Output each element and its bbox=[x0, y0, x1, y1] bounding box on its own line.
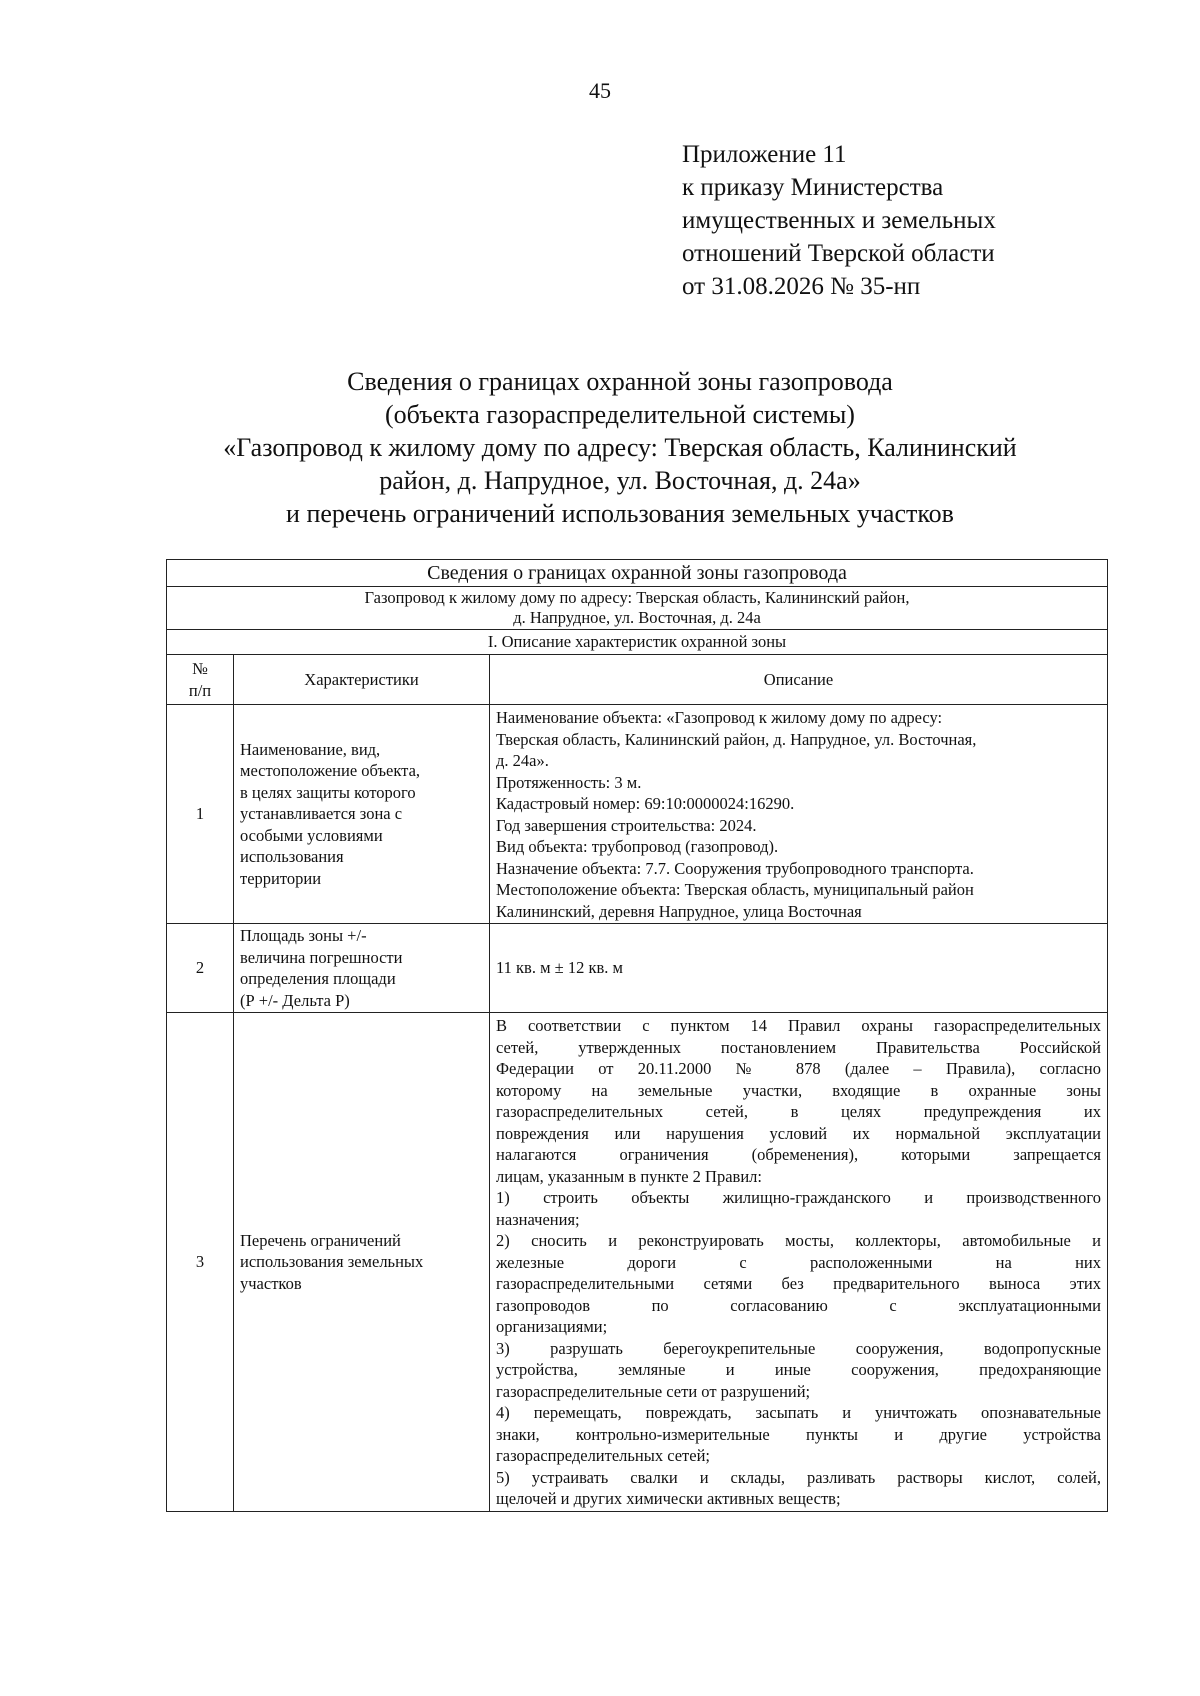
desc-line: устройства, земляные и иные сооружения, предохраняющие bbox=[496, 1360, 1102, 1379]
desc-line: Кадастровый номер: 69:10:0000024:16290. bbox=[496, 794, 795, 813]
desc-line: 5) устраивать свалки и склады, разливать растворы кислот, солей, bbox=[496, 1467, 1102, 1487]
desc-line: газораспределительные сети от разрушений; bbox=[496, 1381, 811, 1401]
char-line: Перечень ограничений bbox=[240, 1230, 401, 1250]
appendix-line: имущественных и земельных bbox=[682, 207, 996, 234]
desc-line: Тверская область, Калининский район, д. Напрудное, ул. Восточная, bbox=[496, 729, 977, 749]
row-number: 3 bbox=[167, 1013, 234, 1512]
zone-info-table bbox=[166, 559, 1108, 1512]
row-characteristics bbox=[234, 705, 490, 924]
char-line: местоположение объекта, bbox=[240, 761, 421, 781]
desc-line: организациями; bbox=[496, 1317, 608, 1336]
char-line: устанавливается зона с bbox=[240, 804, 403, 824]
desc-line: сетей, утвержденных постановлением Правительства Российской bbox=[496, 1037, 1102, 1057]
column-header-row bbox=[167, 655, 1108, 705]
column-header-description: Описание bbox=[490, 655, 1108, 705]
desc-line: Местоположение объекта: Тверская область, муниципальный район bbox=[496, 880, 974, 899]
row-description bbox=[490, 1013, 1108, 1512]
char-line: Площадь зоны +/- bbox=[240, 926, 367, 945]
char-line: использования bbox=[240, 847, 344, 867]
desc-line: Вид объекта: трубопровод (газопровод). bbox=[496, 837, 779, 856]
title-line: Сведения о границах охранной зоны газопровода bbox=[347, 367, 893, 396]
desc-line: д. 24а». bbox=[496, 751, 549, 770]
row-characteristics bbox=[234, 924, 490, 1013]
table-row bbox=[167, 924, 1108, 1013]
section-title: I. Описание характеристик охранной зоны bbox=[167, 630, 1108, 655]
desc-line: газораспределительными сетями без предварительного выноса этих bbox=[496, 1274, 1102, 1293]
column-header-characteristics: Характеристики bbox=[234, 655, 490, 705]
title-line: «Газопровод к жилому дому по адресу: Тверская область, Калининский bbox=[223, 433, 1017, 462]
row-description bbox=[490, 705, 1108, 924]
table-row bbox=[167, 705, 1108, 924]
char-line: участков bbox=[240, 1273, 302, 1293]
desc-line: 4) перемещать, повреждать, засыпать и уничтожать опознавательные bbox=[496, 1403, 1102, 1422]
char-line: (Р +/- Дельта Р) bbox=[240, 990, 350, 1010]
table-header: Сведения о границах охранной зоны газопровода bbox=[167, 560, 1108, 587]
desc-line: которому на земельные участки, входящие в охранные зоны bbox=[496, 1080, 1102, 1100]
title-line: (объекта газораспределительной системы) bbox=[385, 400, 855, 429]
object-line: д. Напрудное, ул. Восточная, д. 24а bbox=[513, 608, 761, 627]
title-line: район, д. Напрудное, ул. Восточная, д. 24а» bbox=[379, 466, 861, 495]
column-header-num-line: п/п bbox=[188, 680, 212, 700]
column-header-num bbox=[167, 655, 234, 705]
desc-line: железные дороги с расположенными на них bbox=[496, 1252, 1102, 1272]
char-line: Наименование, вид, bbox=[240, 739, 381, 759]
char-line: особыми условиями bbox=[240, 825, 383, 845]
desc-line: Федерации от 20.11.2000 № 878 (далее – Правила), согласно bbox=[496, 1059, 1102, 1078]
desc-line: В соответствии с пунктом 14 Правил охраны газораспределительных bbox=[496, 1016, 1102, 1035]
appendix-line: к приказу Министерства bbox=[682, 174, 944, 201]
desc-line: повреждения или нарушения условий их нормальной эксплуатации bbox=[496, 1123, 1102, 1143]
desc-line: 1) строить объекты жилищно-гражданского и производственного bbox=[496, 1188, 1102, 1207]
desc-line: назначения; bbox=[496, 1209, 580, 1229]
appendix-block bbox=[682, 138, 1102, 303]
row-characteristics bbox=[234, 1013, 490, 1512]
desc-line: газораспределительных сетей; bbox=[496, 1446, 711, 1465]
char-line: территории bbox=[240, 868, 322, 888]
char-line: в целях защиты которого bbox=[240, 782, 416, 802]
table-row bbox=[167, 1013, 1108, 1512]
object-row bbox=[167, 587, 1108, 630]
row-description bbox=[490, 924, 1108, 1013]
desc-line: газопроводов по согласованию с эксплуатационными bbox=[496, 1295, 1102, 1315]
desc-line: щелочей и других химически активных веществ; bbox=[496, 1489, 841, 1508]
char-line: использования земельных bbox=[240, 1252, 424, 1271]
column-header-num-line: № bbox=[192, 659, 208, 678]
char-line: определения площади bbox=[240, 969, 396, 988]
page-number: 45 bbox=[589, 78, 611, 103]
object-name-cell bbox=[167, 587, 1108, 630]
row-number: 2 bbox=[167, 924, 234, 1013]
appendix-line: от 31.08.2026 № 35-нп bbox=[682, 273, 921, 300]
document-title bbox=[150, 365, 1090, 530]
title-line: и перечень ограничений использования земельных участков bbox=[286, 499, 954, 528]
table-header-row bbox=[167, 560, 1108, 587]
desc-line: 3) разрушать берегоукрепительные сооружения, водопропускные bbox=[496, 1338, 1102, 1358]
object-line: Газопровод к жилому дому по адресу: Тверская область, Калининский район, bbox=[364, 588, 910, 607]
section-row bbox=[167, 630, 1108, 655]
appendix-line: отношений Тверской области bbox=[682, 240, 995, 267]
desc-line: 2) сносить и реконструировать мосты, коллекторы, автомобильные и bbox=[496, 1231, 1102, 1250]
desc-line: налагаются ограничения (обременения), которыми запрещается bbox=[496, 1145, 1102, 1164]
appendix-line: Приложение 11 bbox=[682, 141, 847, 168]
desc-line: Протяженность: 3 м. bbox=[496, 772, 642, 792]
desc-line: Год завершения строительства: 2024. bbox=[496, 815, 757, 835]
desc-line: 11 кв. м ± 12 кв. м bbox=[496, 958, 623, 978]
desc-line: Назначение объекта: 7.7. Сооружения трубопроводного транспорта. bbox=[496, 858, 974, 878]
desc-line: Калининский, деревня Напрудное, улица Восточная bbox=[496, 901, 862, 921]
char-line: величина погрешности bbox=[240, 947, 403, 967]
desc-line: лицам, указанным в пункте 2 Правил: bbox=[496, 1166, 762, 1186]
desc-line: знаки, контрольно-измерительные пункты и другие устройства bbox=[496, 1424, 1102, 1444]
desc-line: Наименование объекта: «Газопровод к жилому дому по адресу: bbox=[496, 708, 943, 727]
desc-line: газораспределительных сетей, в целях предупреждения их bbox=[496, 1102, 1102, 1121]
row-number: 1 bbox=[167, 705, 234, 924]
